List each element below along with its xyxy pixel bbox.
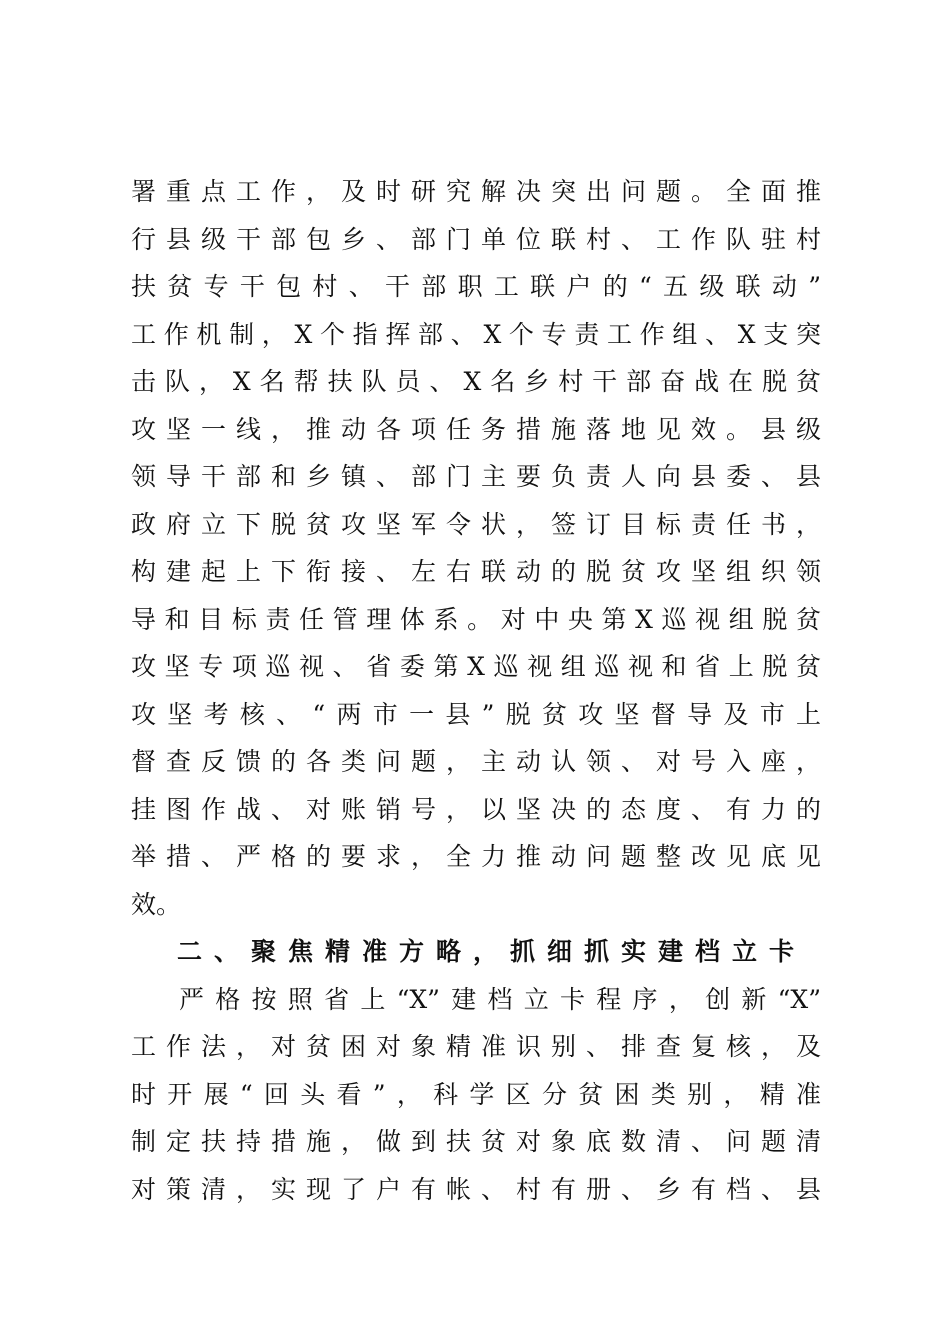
text-line: 督查反馈的各类问题，主动认领、对号入座，	[131, 747, 821, 776]
text-line: 构建起上下衔接、左右联动的脱贫攻坚组织领	[131, 557, 821, 586]
text-line: 工作法，对贫困对象精准识别、排查复核，及	[131, 1032, 821, 1061]
document-body	[131, 168, 821, 1213]
text-line: 挂图作战、对账销号，以坚决的态度、有力的	[131, 794, 821, 824]
paragraph-1	[131, 168, 821, 928]
text-line: 效。	[131, 889, 182, 919]
text-line: 严格按照省上“X”建档立卡程序，创新“X”	[179, 984, 821, 1014]
text-line: 领导干部和乡镇、部门主要负责人向县委、县	[131, 462, 821, 491]
text-line: 攻坚一线，推动各项任务措施落地见效。县级	[131, 414, 821, 444]
paragraph-2	[131, 976, 821, 1214]
text-line: 行县级干部包乡、部门单位联村、工作队驻村	[131, 224, 821, 254]
text-line: 攻坚考核、“两市一县”脱贫攻坚督导及市上	[131, 699, 821, 729]
text-line: 时开展“回头看”，科学区分贫困类别，精准	[131, 1079, 821, 1109]
text-line: 政府立下脱贫攻坚军令状，签订目标责任书，	[131, 509, 821, 539]
text-line: 扶贫专干包村、干部职工联户的“五级联动”	[131, 272, 821, 301]
text-line: 署重点工作，及时研究解决突出问题。全面推	[131, 177, 821, 206]
text-line: 攻坚专项巡视、省委第X巡视组巡视和省上脱贫	[131, 652, 821, 681]
text-line: 工作机制，X个指挥部、X个专责工作组、X支突	[131, 319, 821, 349]
text-line: 导和目标责任管理体系。对中央第X巡视组脱贫	[131, 604, 821, 634]
section-heading: 二、聚焦精准方略，抓细抓实建档立卡	[177, 937, 807, 966]
text-line: 击队，X名帮扶队员、X名乡村干部奋战在脱贫	[131, 367, 821, 396]
text-line: 举措、严格的要求，全力推动问题整改见底见	[131, 842, 821, 871]
text-line: 制定扶持措施，做到扶贫对象底数清、问题清	[131, 1127, 821, 1156]
text-line: 对策清，实现了户有帐、村有册、乡有档、县	[131, 1174, 821, 1204]
